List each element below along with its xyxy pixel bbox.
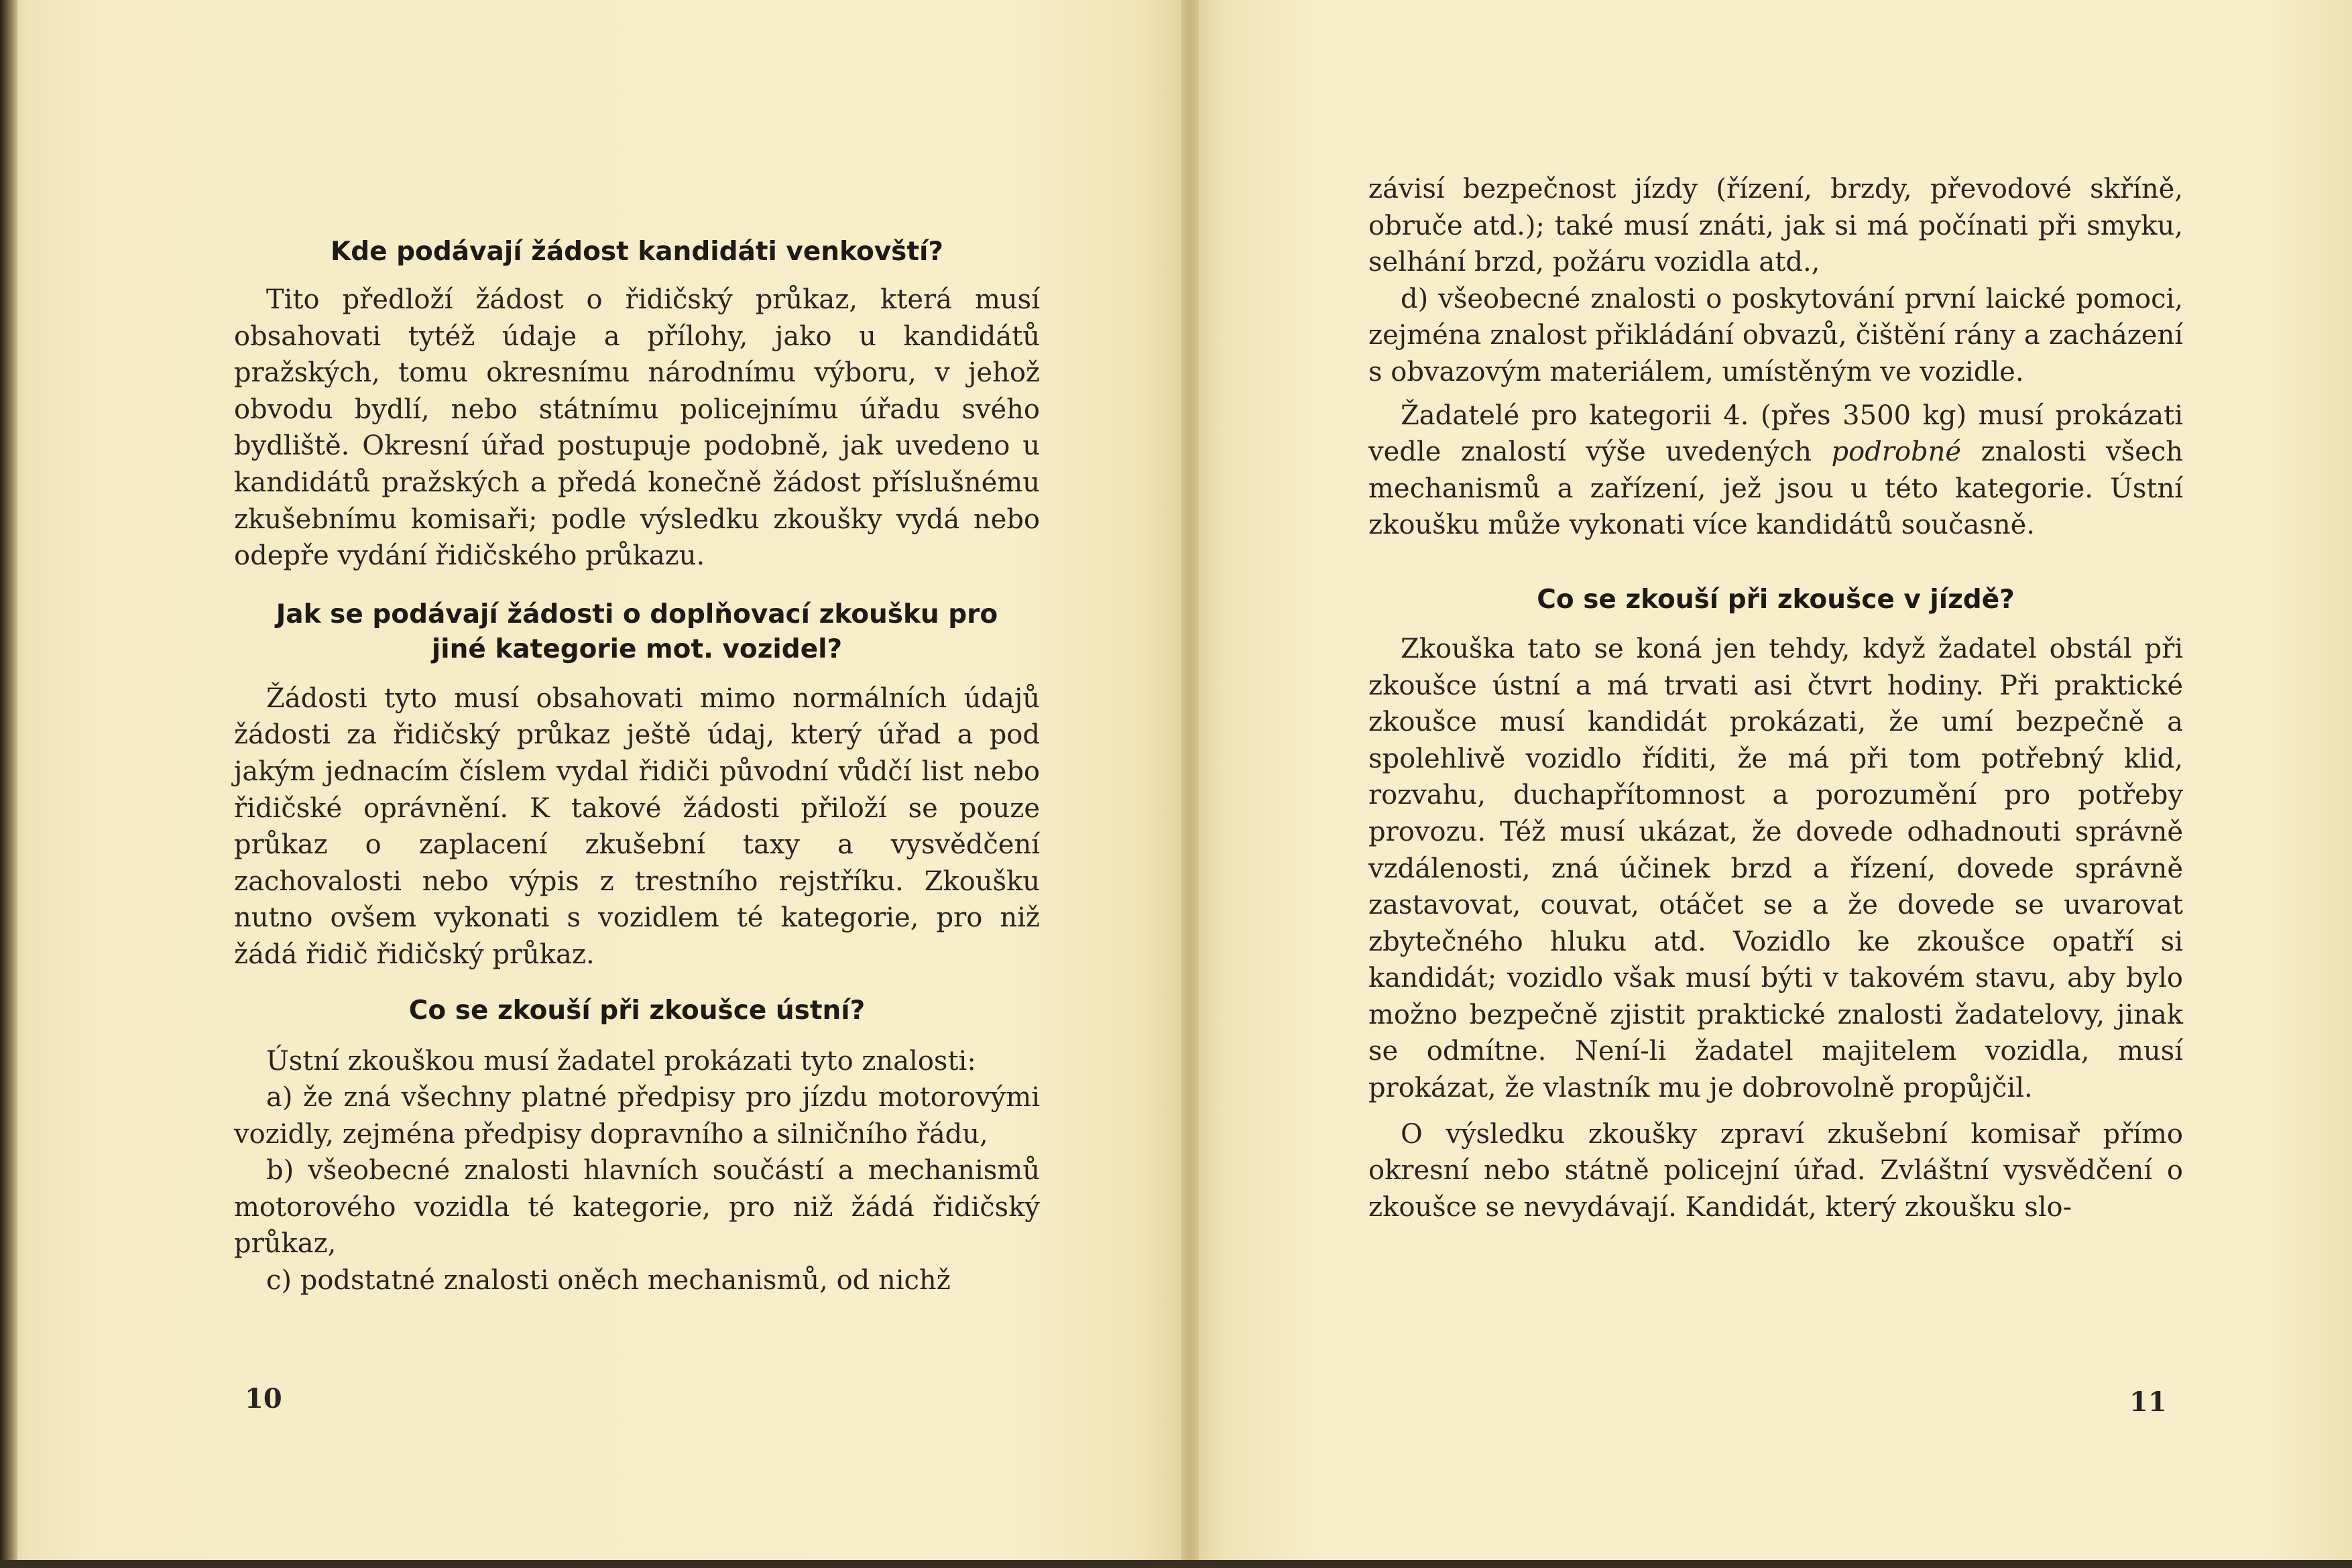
emphasis-podrobne: podrobné <box>1831 436 1962 468</box>
heading-jizda: Co se zkouší při zkoušce v jízdě? <box>1537 584 2015 615</box>
paragraph-ustni-intro: Ústní zkouškou musí žadatel prokázati tyto znalosti: <box>266 1045 976 1077</box>
paragraph-kategorie-4-part2: znalosti všech mechanismů a zařízení, jež jsou u této kategorie. Ústní zkoušku může vykonati více kandidátů současně. <box>1368 436 2183 541</box>
paragraph-venkovsti: Tito předloží žádost o řidičský průkaz, která musí obsahovati tytéž údaje a přílohy, jako u kandidátů pražských, tomu okresnímu národnímu výboru, v jehož obvodu bydlí, nebo státnímu policejnímu úřadu svého bydliště. Okresní úřad postupuje podobně, jak uvedeno u kandidátů pražských a předá konečně žádost příslušnému zkušebnímu komisaři; podle výsledku zkoušky vydá nebo odepře vydání řidičského průkazu. <box>234 284 1040 572</box>
paragraph-kategorie-4 <box>1368 398 2183 544</box>
heading-doplnovaci-line1: Jak se podávají žádosti o doplňovací zkoušku pro <box>276 599 998 629</box>
paragraph-jizda: Zkouška tato se koná jen tehdy, když žadatel obstál při zkoušce ústní a má trvati asi čtvrt hodiny. Při praktické zkoušce musí kandidát prokázati, že umí bezpečně a spolehlivě vozidlo říditi, že má při tom potřebný klid, rozvahu, duchapřítomnost a porozumění pro potřeby provozu. Též musí ukázat, že dovede odhadnouti správně vzdálenosti, zná účinek brzd a řízení, dovede správně zastavovat, couvat, otáčet se a že dovede se uvarovat zbytečného hluku atd. Vozidlo ke zkoušce opatří si kandidát; vozidlo však musí býti v takovém stavu, aby bylo možno bezpečně zjistit praktické znalosti žadatelovy, jinak se odmítne. Není-li žadatel majitelem vozidla, musí prokázat, že vlastník mu je dobrovolně propůjčil. <box>1368 633 2183 1104</box>
heading-ustni: Co se zkouší při zkoušce ústní? <box>408 995 866 1026</box>
page-number-left: 10 <box>245 1383 282 1414</box>
paragraph-continuation: závisí bezpečnost jízdy (řízení, brzdy, převodové skříně, obruče atd.); také musí znáti, jak si má počínati při smyku, selhání brzd, požáru vozidla atd., <box>1368 174 2183 278</box>
right-page-text <box>1368 171 2183 1225</box>
heading-doplnovaci-line2: jiné kategorie mot. vozidel? <box>431 634 843 664</box>
paragraph-vysledek: O výsledku zkoušky zpraví zkušební komisař přímo okresní nebo státně policejní úřad. Zvláštní vysvědčení o zkoušce se nevydávají. Kandidát, který zkoušku slo- <box>1368 1118 2183 1223</box>
list-item-a: a) že zná všechny platné předpisy pro jízdu motorovými vozidly, zejména předpisy dopravního a silničního řádu, <box>234 1082 1040 1150</box>
page-edge <box>0 0 17 1568</box>
list-item-b: b) všeobecné znalosti hlavních součástí a mechanismů motorového vozidla té kategorie, pro niž žádá řidičský průkaz, <box>234 1155 1040 1260</box>
heading-venkovsti: Kde podávají žádost kandidáti venkovští? <box>330 237 944 267</box>
page-edge-bottom <box>0 1560 2352 1568</box>
paragraph-doplnovaci: Žádosti tyto musí obsahovati mimo normálních údajů žádosti za řidičský průkaz ještě údaj, který úřad a pod jakým jednacím číslem vydal řidiči původní vůdčí list nebo řidičské oprávnění. K takové žádosti přiloží se pouze průkaz o zaplacení zkušební taxy a vysvědčení zachovalosti nebo výpis z trestního rejstříku. Zkoušku nutno ovšem vykonati s vozidlem té kategorie, pro niž žádá řidič řidičský průkaz. <box>234 682 1040 970</box>
list-item-d: d) všeobecné znalosti o poskytování první laické pomoci, zejména znalost přikládání obvazů, čištění rány a zacházení s obvazovým materiálem, umístěným ve vozidle. <box>1368 283 2183 387</box>
book-spine <box>1181 0 1199 1568</box>
paragraph-kategorie-4-part1: Žadatelé pro kategorii 4. (přes 3500 kg) musí prokázati vedle znalostí výše uvedených <box>1368 400 2183 468</box>
list-item-c: c) podstatné znalosti oněch mechanismů, od nichž <box>266 1265 951 1296</box>
page-number-right: 11 <box>2129 1386 2167 1418</box>
left-page-text <box>234 235 1040 1299</box>
